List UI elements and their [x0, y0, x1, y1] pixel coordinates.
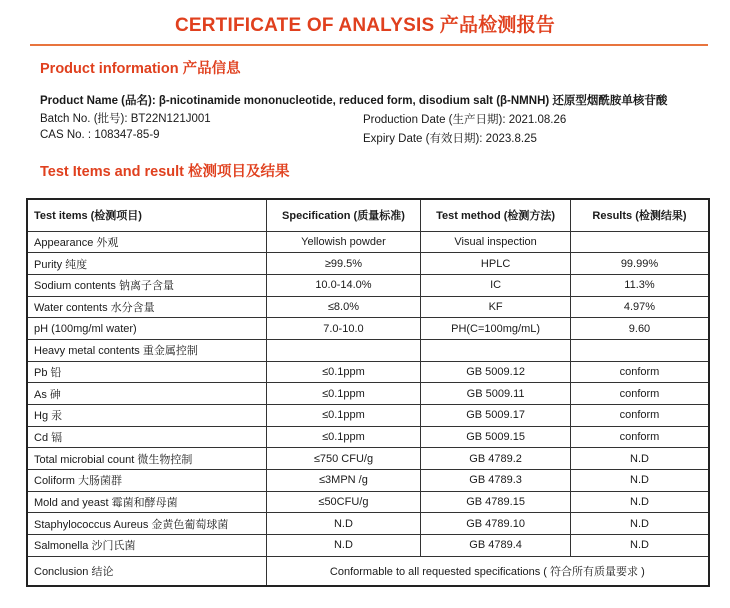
cell-result: conform	[570, 361, 709, 383]
table-row	[27, 296, 709, 318]
cell-result: N.D	[570, 535, 709, 557]
cell-test-method: GB 4789.15	[421, 491, 571, 513]
cell-test-item: Staphylococcus Aureus 金黄色葡萄球菌	[27, 513, 266, 535]
table-row	[27, 535, 709, 557]
cell-specification: ≤8.0%	[266, 296, 421, 318]
cell-specification: ≤750 CFU/g	[266, 448, 421, 470]
cell-test-item: Cd 镉	[27, 426, 266, 448]
product-name: Product Name (品名): β-nicotinamide mononucleotide, reduced form, disodium salt (β-NMNH) 还原型烟酰胺单核苷酸	[40, 95, 668, 107]
cell-specification: ≤0.1ppm	[266, 426, 421, 448]
table-row	[27, 426, 709, 448]
cell-test-item: Total microbial count 微生物控制	[27, 448, 266, 470]
cell-test-method: GB 5009.12	[421, 361, 571, 383]
cell-specification	[266, 339, 421, 361]
cell-test-method: HPLC	[421, 253, 571, 275]
cell-test-method: Visual inspection	[421, 231, 571, 253]
cell-specification: 10.0-14.0%	[266, 274, 421, 296]
cell-test-item: Hg 汞	[27, 405, 266, 427]
title-divider	[30, 44, 708, 46]
cell-specification: ≥99.5%	[266, 253, 421, 275]
results-table	[26, 198, 710, 587]
table-row	[27, 513, 709, 535]
cell-result: N.D	[570, 513, 709, 535]
cell-test-item: As 砷	[27, 383, 266, 405]
cell-result: 11.3%	[570, 274, 709, 296]
cell-test-method: GB 4789.10	[421, 513, 571, 535]
cell-specification: ≤0.1ppm	[266, 383, 421, 405]
cell-test-method: GB 5009.17	[421, 405, 571, 427]
header-specification: Specification (质量标准)	[266, 199, 421, 231]
cell-test-item: Mold and yeast 霉菌和酵母菌	[27, 491, 266, 513]
cell-result: conform	[570, 405, 709, 427]
table-row	[27, 361, 709, 383]
header-test-method: Test method (检测方法)	[421, 199, 571, 231]
cell-result	[570, 339, 709, 361]
cell-result: conform	[570, 383, 709, 405]
cell-specification: ≤0.1ppm	[266, 405, 421, 427]
cell-result: N.D	[570, 491, 709, 513]
cell-test-item: Coliform 大肠菌群	[27, 470, 266, 492]
conclusion-value: Conformable to all requested specifications ( 符合所有质量要求 )	[266, 556, 709, 586]
cell-test-item: Salmonella 沙门氏菌	[27, 535, 266, 557]
cell-test-method: GB 4789.3	[421, 470, 571, 492]
cell-result: conform	[570, 426, 709, 448]
cell-test-item: Sodium contents 钠离子含量	[27, 274, 266, 296]
cell-test-method: KF	[421, 296, 571, 318]
cell-specification: 7.0-10.0	[266, 318, 421, 340]
table-row	[27, 470, 709, 492]
cell-test-method: GB 5009.15	[421, 426, 571, 448]
expiry-date: Expiry Date (有效日期): 2023.8.25	[363, 133, 537, 145]
cell-specification: ≤50CFU/g	[266, 491, 421, 513]
cell-test-method: GB 4789.4	[421, 535, 571, 557]
cell-test-item: Appearance 外观	[27, 231, 266, 253]
conclusion-row	[27, 556, 709, 586]
cell-result: 9.60	[570, 318, 709, 340]
header-results: Results (检测结果)	[570, 199, 709, 231]
cell-result: N.D	[570, 448, 709, 470]
cell-specification: ≤0.1ppm	[266, 361, 421, 383]
cell-specification: ≤3MPN /g	[266, 470, 421, 492]
table-row	[27, 383, 709, 405]
table-row	[27, 491, 709, 513]
cell-test-item: Water contents 水分含量	[27, 296, 266, 318]
batch-number: Batch No. (批号): BT22N121J001	[40, 113, 211, 125]
section-test-items: Test Items and result 检测项目及结果	[40, 164, 290, 180]
cell-test-item: pH (100mg/ml water)	[27, 318, 266, 340]
table-row	[27, 405, 709, 427]
cell-test-method: GB 5009.11	[421, 383, 571, 405]
cell-test-method: GB 4789.2	[421, 448, 571, 470]
document-title: CERTIFICATE OF ANALYSIS 产品检测报告	[174, 15, 556, 36]
conclusion-label: Conclusion 结论	[27, 556, 266, 586]
table-row	[27, 339, 709, 361]
table-row	[27, 231, 709, 253]
cell-result: 4.97%	[570, 296, 709, 318]
cell-test-item: Purity 纯度	[27, 253, 266, 275]
cell-test-item: Pb 铅	[27, 361, 266, 383]
cell-test-item: Heavy metal contents 重金属控制	[27, 339, 266, 361]
table-row	[27, 253, 709, 275]
production-date: Production Date (生产日期): 2021.08.26	[363, 114, 567, 126]
cell-test-method	[421, 339, 571, 361]
section-product-information: Product information 产品信息	[40, 61, 241, 77]
cell-specification: Yellowish powder	[266, 231, 421, 253]
cell-result: N.D	[570, 470, 709, 492]
cell-result	[570, 231, 709, 253]
cas-number: CAS No. : 108347-85-9	[40, 129, 160, 141]
cell-specification: N.D	[266, 535, 421, 557]
table-row	[27, 274, 709, 296]
header-test-items: Test items (检测项目)	[27, 199, 266, 231]
cell-test-method: IC	[421, 274, 571, 296]
cell-test-method: PH(C=100mg/mL)	[421, 318, 571, 340]
table-header-row	[27, 199, 709, 231]
table-row	[27, 448, 709, 470]
table-row	[27, 318, 709, 340]
cell-result: 99.99%	[570, 253, 709, 275]
cell-specification: N.D	[266, 513, 421, 535]
